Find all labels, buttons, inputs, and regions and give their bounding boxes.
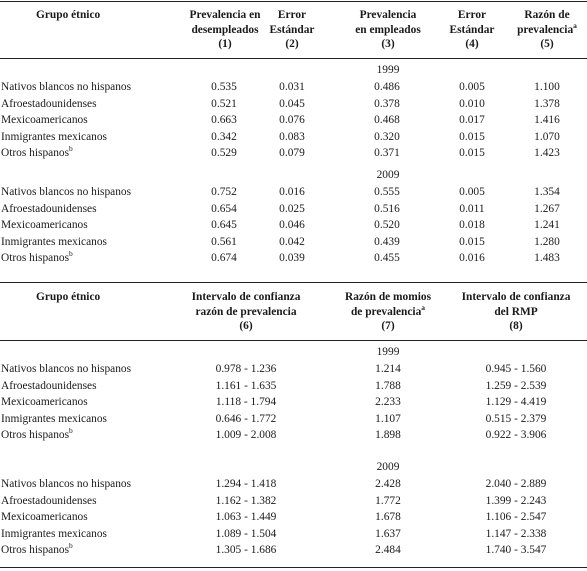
table-cell: 0.017 <box>459 114 485 127</box>
table-cell: 0.005 <box>459 186 485 198</box>
table-cell: 1.788 <box>375 379 401 392</box>
row-label <box>1 219 88 231</box>
row-label <box>1 81 131 93</box>
table-cell: 2.428 <box>375 478 401 490</box>
table-cell: 0.561 <box>211 235 237 248</box>
table-cell: 1.214 <box>375 363 401 375</box>
table-cell: 1.267 <box>534 202 560 215</box>
table-cell: 1.259 - 2.539 <box>485 379 547 392</box>
table-cell: 1.162 - 1.382 <box>215 494 277 507</box>
row-label <box>1 363 131 375</box>
table-cell: 0.015 <box>459 235 485 248</box>
row-label <box>1 203 97 215</box>
table-cell: 0.010 <box>459 97 485 110</box>
table1-header-col3: Prevalencia en empleados (3) <box>355 9 421 50</box>
table-cell: 0.016 <box>279 186 305 198</box>
table-cell: 0.555 <box>374 186 400 198</box>
table1-bottom-rule <box>0 282 587 283</box>
table-cell: 0.320 <box>374 130 400 143</box>
table-cell: 0.455 <box>374 252 400 265</box>
table-cell: 0.663 <box>211 114 237 127</box>
table2-header-col7: Razón de momios de prevalencia$^a$ (7) <box>344 291 432 332</box>
row-label-text: Otros hispanos <box>1 429 70 442</box>
table2-header-col8: Intervalo de confianza del RMP (8) <box>461 291 571 332</box>
table-cell: 1.354 <box>534 186 560 198</box>
table-cell: 0.045 <box>279 97 305 110</box>
table-cell: 0.439 <box>374 235 400 248</box>
row-label-text: Afroestadounidenses <box>1 494 97 507</box>
year-label: 1999 <box>376 346 400 358</box>
table-cell: 0.468 <box>374 114 400 127</box>
row-label <box>1 528 107 540</box>
table1-header-rule <box>0 58 587 59</box>
table-cell: 1.241 <box>534 219 560 232</box>
table1-header-col1: Prevalencia en desempleados (1) <box>189 9 261 50</box>
table-cell: 0.371 <box>374 147 400 160</box>
row-label-text: Inmigrantes mexicanos <box>1 527 107 540</box>
table-cell: 0.015 <box>459 130 485 143</box>
table-cell: 1.161 - 1.635 <box>215 379 277 392</box>
row-label-text: Nativos blancos no hispanos <box>1 478 132 490</box>
table-cell: 0.025 <box>279 202 305 215</box>
table-cell: 0.945 - 1.560 <box>485 363 547 375</box>
table-cell: 0.520 <box>374 219 400 232</box>
table-cell: 1.294 - 1.418 <box>215 478 277 490</box>
table2-bottom-rule <box>0 567 587 568</box>
row-label-text: Afroestadounidenses <box>1 379 97 392</box>
row-label-text: Inmigrantes mexicanos <box>1 412 107 425</box>
table-cell: 0.646 - 1.772 <box>215 412 277 425</box>
table-cell: 0.978 - 1.236 <box>215 363 277 375</box>
table-cell: 0.654 <box>211 202 237 215</box>
table-cell: 0.674 <box>211 252 237 265</box>
year-label: 1999 <box>376 64 400 76</box>
table-cell: 1.305 - 1.686 <box>215 544 277 557</box>
table-cell: 1.740 - 3.547 <box>485 544 547 557</box>
table-cell: 0.535 <box>211 81 237 93</box>
table1-header-col5: Razón de prevalencia$^a$ (5) <box>517 9 577 50</box>
table-cell: 0.042 <box>279 235 305 248</box>
table-cell: 2.040 - 2.889 <box>485 478 547 490</box>
table-cell: 1.378 <box>534 97 560 110</box>
table-cell: 1.637 <box>375 527 401 540</box>
row-label-text: Otros hispanos <box>1 147 70 160</box>
row-label <box>1 186 131 198</box>
table-cell: 1.070 <box>534 130 560 143</box>
row-label <box>1 236 107 248</box>
table-cell: 1.678 <box>375 511 401 524</box>
table2-header-rule <box>0 340 587 341</box>
year-label: 2009 <box>376 169 400 181</box>
table-cell: 0.516 <box>374 202 400 215</box>
year-label: 2009 <box>376 461 400 473</box>
table-cell: 0.378 <box>374 97 400 110</box>
table-cell: 1.772 <box>375 494 401 507</box>
table-cell: 0.529 <box>211 147 237 160</box>
row-label-text: Mexicoamericanos <box>1 114 88 127</box>
row-label-text: Mexicoamericanos <box>1 219 88 232</box>
row-label <box>1 541 73 557</box>
table2-header-col6: Intervalo de confianza razón de prevalencia (6) <box>191 291 301 332</box>
row-label <box>1 144 73 160</box>
table2-header-group: Grupo étnico <box>36 291 101 303</box>
table-cell: 1.129 - 4.419 <box>485 396 547 409</box>
table-cell: 0.645 <box>211 219 237 232</box>
row-label-footnote-mark: b <box>69 144 73 154</box>
row-label <box>1 131 107 143</box>
row-label-text: Afroestadounidenses <box>1 202 97 215</box>
table-cell: 1.009 - 2.008 <box>215 429 277 442</box>
table-cell: 0.018 <box>459 219 485 232</box>
row-label-footnote-mark: b <box>69 249 73 259</box>
table-cell: 1.147 - 2.338 <box>485 527 547 540</box>
table1-header-group: Grupo étnico <box>36 9 101 21</box>
row-label <box>1 478 131 490</box>
table-cell: 0.016 <box>459 252 485 265</box>
row-label-text: Mexicoamericanos <box>1 511 88 524</box>
row-label <box>1 495 97 507</box>
table-cell: 0.486 <box>374 81 400 93</box>
table-cell: 1.898 <box>375 429 401 442</box>
table-cell: 0.922 - 3.906 <box>485 429 547 442</box>
table-cell: 0.046 <box>279 219 305 232</box>
row-label-footnote-mark: b <box>69 426 73 436</box>
row-label <box>1 114 88 126</box>
table-cell: 0.515 - 2.379 <box>485 412 547 425</box>
table-cell: 1.063 - 1.449 <box>215 511 277 524</box>
table-cell: 0.752 <box>211 186 237 198</box>
table-cell: 0.011 <box>459 202 485 215</box>
table-cell: 0.342 <box>211 130 237 143</box>
table-cell: 1.399 - 2.243 <box>485 494 547 507</box>
table-cell: 0.005 <box>459 81 485 93</box>
table-cell: 0.083 <box>279 130 305 143</box>
table-cell: 0.031 <box>279 81 305 93</box>
table1-header-col2: Error Estándar (2) <box>269 9 315 50</box>
row-label-text: Afroestadounidenses <box>1 97 97 110</box>
table-cell: 0.076 <box>279 114 305 127</box>
table-cell: 1.423 <box>534 147 560 160</box>
row-label-text: Mexicoamericanos <box>1 396 88 409</box>
row-label-text: Nativos blancos no hispanos <box>1 363 132 375</box>
table-cell: 0.015 <box>459 147 485 160</box>
row-label-text: Nativos blancos no hispanos <box>1 81 132 93</box>
row-label-text: Inmigrantes mexicanos <box>1 130 107 143</box>
row-label <box>1 511 88 523</box>
row-label <box>1 249 73 265</box>
row-label <box>1 426 73 442</box>
table-cell: 0.079 <box>279 147 305 160</box>
table-cell: 0.039 <box>279 252 305 265</box>
row-label-text: Otros hispanos <box>1 252 70 265</box>
table-cell: 1.483 <box>534 252 560 265</box>
table-cell: 2.233 <box>375 396 401 409</box>
table-cell: 1.280 <box>534 235 560 248</box>
table-cell: 1.118 - 1.794 <box>215 396 277 409</box>
table-cell: 0.521 <box>211 97 237 110</box>
table-cell: 1.416 <box>534 114 560 127</box>
table1-top-rule <box>0 1 587 2</box>
row-label <box>1 396 88 408</box>
table-cell: 1.107 <box>375 412 401 425</box>
row-label-text: Nativos blancos no hispanos <box>1 186 132 198</box>
table-cell: 1.106 - 2.547 <box>485 511 547 524</box>
table-cell: 1.100 <box>534 81 560 93</box>
table-cell: 2.484 <box>375 544 401 557</box>
row-label <box>1 98 97 110</box>
row-label-footnote-mark: b <box>69 541 73 551</box>
row-label <box>1 413 107 425</box>
row-label <box>1 380 97 392</box>
row-label-text: Otros hispanos <box>1 544 70 557</box>
table1-header-col4: Error Estándar (4) <box>449 9 495 50</box>
row-label-text: Inmigrantes mexicanos <box>1 235 107 248</box>
table-cell: 1.089 - 1.504 <box>215 527 277 540</box>
